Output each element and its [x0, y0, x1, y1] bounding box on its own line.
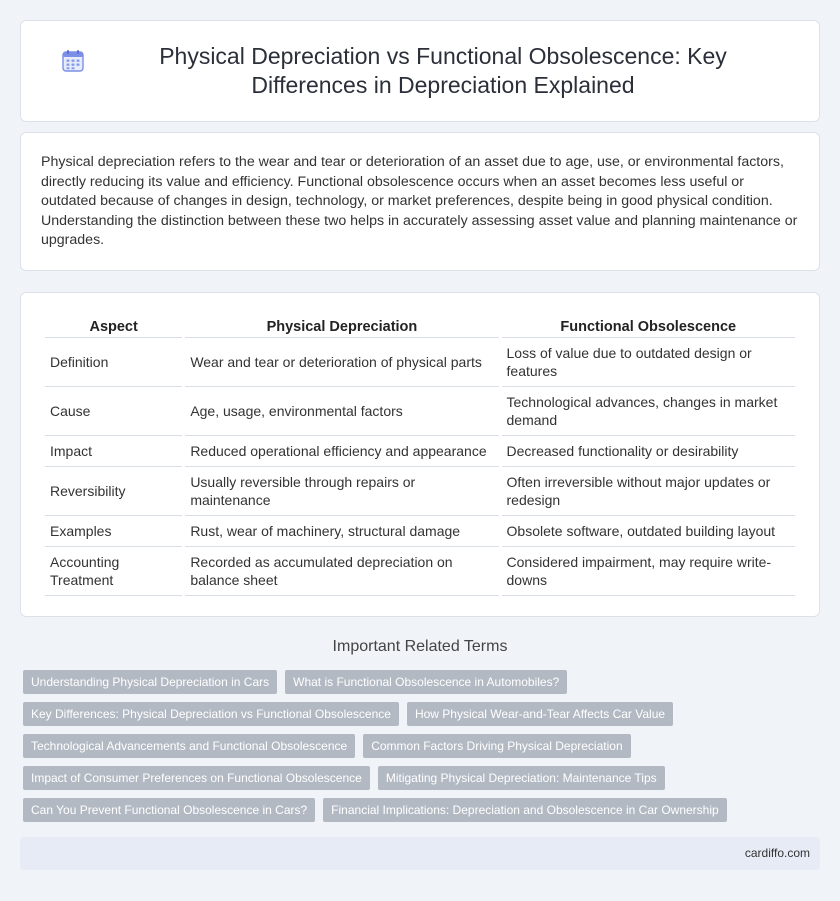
- row-physical: Recorded as accumulated depreciation on balance sheet: [185, 547, 498, 596]
- row-functional: Often irreversible without major updates or redesign: [502, 467, 795, 516]
- table-row: [45, 387, 795, 436]
- related-term-tag[interactable]: Technological Advancements and Functional Obsolescence: [23, 734, 355, 758]
- header-aspect: Aspect: [45, 313, 182, 338]
- tag-row: [23, 798, 823, 822]
- tag-row: [23, 734, 823, 758]
- comparison-table-card: [20, 292, 820, 617]
- tag-row: [23, 670, 823, 694]
- title-card: [20, 20, 820, 122]
- row-functional: Technological advances, changes in market demand: [502, 387, 795, 436]
- related-term-tag[interactable]: Understanding Physical Depreciation in Cars: [23, 670, 277, 694]
- related-term-tag[interactable]: Impact of Consumer Preferences on Functional Obsolescence: [23, 766, 370, 790]
- title-wrap: [61, 42, 779, 100]
- row-functional: Considered impairment, may require write-downs: [502, 547, 795, 596]
- row-physical: Wear and tear or deterioration of physical parts: [185, 338, 498, 387]
- row-physical: Age, usage, environmental factors: [185, 387, 498, 436]
- footer-site-link[interactable]: cardiffo.com: [744, 846, 810, 860]
- related-term-tag[interactable]: What is Functional Obsolescence in Automobiles?: [285, 670, 567, 694]
- table-row: [45, 516, 795, 547]
- related-terms-list: [23, 670, 823, 830]
- row-aspect: Examples: [45, 516, 182, 547]
- row-aspect: Accounting Treatment: [45, 547, 182, 596]
- row-physical: Reduced operational efficiency and appearance: [185, 436, 498, 467]
- related-term-tag[interactable]: Key Differences: Physical Depreciation vs Functional Obsolescence: [23, 702, 399, 726]
- related-term-tag[interactable]: Mitigating Physical Depreciation: Maintenance Tips: [378, 766, 665, 790]
- intro-paragraph: Physical depreciation refers to the wear and tear or deterioration of an asset due to age, use, or environmental factors, directly reducing its value and efficiency. Functional obsolescence occurs when an asset becomes less useful or outdated because of changes in design, technology, or market preferences, despite being in good physical condition. Understanding the distinction between these two helps in accurately assessing asset value and planning maintenance or upgrades.: [41, 154, 798, 249]
- row-physical: Rust, wear of machinery, structural damage: [185, 516, 498, 547]
- table-header-row: [45, 313, 795, 338]
- table-row: [45, 547, 795, 596]
- row-functional: Loss of value due to outdated design or features: [502, 338, 795, 387]
- calendar-icon: [61, 49, 85, 73]
- related-term-tag[interactable]: Common Factors Driving Physical Depreciation: [363, 734, 630, 758]
- header-physical-depreciation: Physical Depreciation: [185, 313, 498, 338]
- related-terms-heading: Important Related Terms: [332, 638, 508, 655]
- table-row: [45, 436, 795, 467]
- row-physical: Usually reversible through repairs or maintenance: [185, 467, 498, 516]
- related-term-tag[interactable]: Can You Prevent Functional Obsolescence in Cars?: [23, 798, 315, 822]
- row-aspect: Impact: [45, 436, 182, 467]
- table-row: [45, 467, 795, 516]
- table-row: [45, 338, 795, 387]
- footer: [20, 837, 820, 870]
- header-functional-obsolescence: Functional Obsolescence: [502, 313, 795, 338]
- row-functional: Obsolete software, outdated building layout: [502, 516, 795, 547]
- row-aspect: Cause: [45, 387, 182, 436]
- tag-row: [23, 702, 823, 726]
- page-title: Physical Depreciation vs Functional Obsolescence: Key Differences in Depreciation Explained: [159, 43, 727, 98]
- row-aspect: Reversibility: [45, 467, 182, 516]
- related-term-tag[interactable]: Financial Implications: Depreciation and Obsolescence in Car Ownership: [323, 798, 727, 822]
- related-term-tag[interactable]: How Physical Wear-and-Tear Affects Car Value: [407, 702, 673, 726]
- row-aspect: Definition: [45, 338, 182, 387]
- intro-card: [20, 132, 820, 271]
- row-functional: Decreased functionality or desirability: [502, 436, 795, 467]
- tag-row: [23, 766, 823, 790]
- comparison-table: [42, 313, 798, 596]
